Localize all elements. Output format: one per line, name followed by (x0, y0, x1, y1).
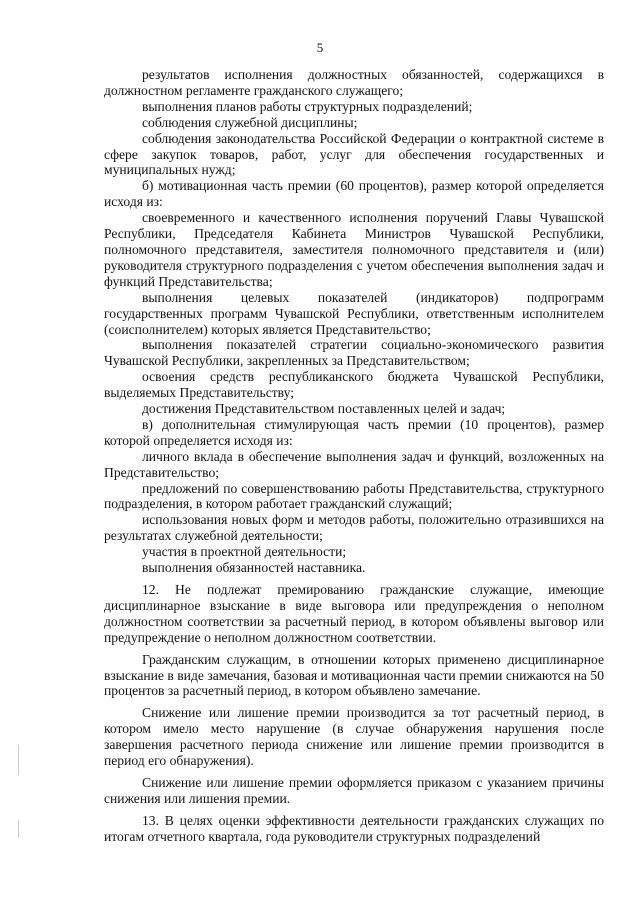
paragraph: выполнения обязанностей наставника. (142, 560, 366, 576)
page-number: 5 (316, 40, 324, 55)
paragraph: личного вклада в обеспечение выполнения задач и функций, возложенных на Представительство; (104, 448, 604, 480)
paragraph: соблюдения законодательства Российской Федерации о контрактной системе в сфере закупок товаров, работ, услуг для обеспечения государственных и муниципальных нужд; (104, 130, 604, 178)
paragraph: предложений по совершенствованию работы Представительства, структурного подразделения, в котором работает гражданский служащий; (104, 480, 604, 512)
paragraph: выполнения планов работы структурных подразделений; (142, 98, 473, 114)
paragraph: Снижение или лишение премии производится за тот расчетный период, в котором имело место нарушение (в случае обнаружения нарушения после завершения расчетного периода снижение или лишение премии производится в период его обнаружения). (104, 705, 604, 769)
paragraph: 12. Не подлежат премированию гражданские служащие, имеющие дисциплинарное взыскание в виде выговора или предупреждения о неполном должностном соответствии за расчетный период, в котором объявлены выговор или предупреждение о неполном должностном соответствии. (104, 582, 604, 645)
paragraph: достижения Представительством поставленных целей и задач; (142, 401, 506, 417)
paragraph: освоения средств республиканского бюджета Чувашской Республики, выделяемых Представительству; (104, 369, 604, 401)
paragraph: участия в проектной деятельности; (142, 544, 347, 560)
paragraph: использования новых форм и методов работы, положительно отразившихся на результатах служебной деятельности; (104, 512, 604, 544)
paragraph: 13. В целях оценки эффективности деятельности гражданских служащих по итогам отчетного квартала, года руководители структурных подразделений (104, 812, 604, 844)
scan-artifact (18, 820, 19, 838)
paragraph: результатов исполнения должностных обязанностей, содержащихся в должностном регламенте гражданского служащего; (104, 67, 604, 98)
paragraph: Гражданским служащим, в отношении которых применено дисциплинарное взыскание в виде замечания, базовая и мотивационная части премии снижаются на 50 процентов за расчетный период, в котором объявлено замечание. (104, 651, 604, 699)
document-body (104, 67, 604, 845)
scan-artifact (18, 745, 19, 775)
paragraph: соблюдения служебной дисциплины; (142, 114, 358, 130)
paragraph: б) мотивационная часть премии (60 процентов), размер которой определяется исходя из: (104, 178, 604, 210)
paragraph: в) дополнительная стимулирующая часть премии (10 процентов), размер которой определяется исходя из: (104, 416, 604, 448)
paragraph: Снижение или лишение премии оформляется приказом с указанием причины снижения или лишения премии. (104, 774, 604, 806)
paragraph: своевременного и качественного исполнения поручений Главы Чувашской Республики, Председателя Кабинета Министров Чувашской Республики, полномочного представителя, заместителя полномочного представителя и (или) руководителя структурного подразделения с учетом обеспечения выполнения задач и функций Представительства; (104, 210, 604, 289)
paragraph: выполнения показателей стратегии социально-экономического развития Чувашской Республики, закрепленных за Представительством; (104, 337, 604, 369)
paragraph: выполнения целевых показателей (индикаторов) подпрограмм государственных программ Чувашской Республики, ответственным исполнителем (соисполнителем) которых является Представительство; (104, 289, 604, 337)
